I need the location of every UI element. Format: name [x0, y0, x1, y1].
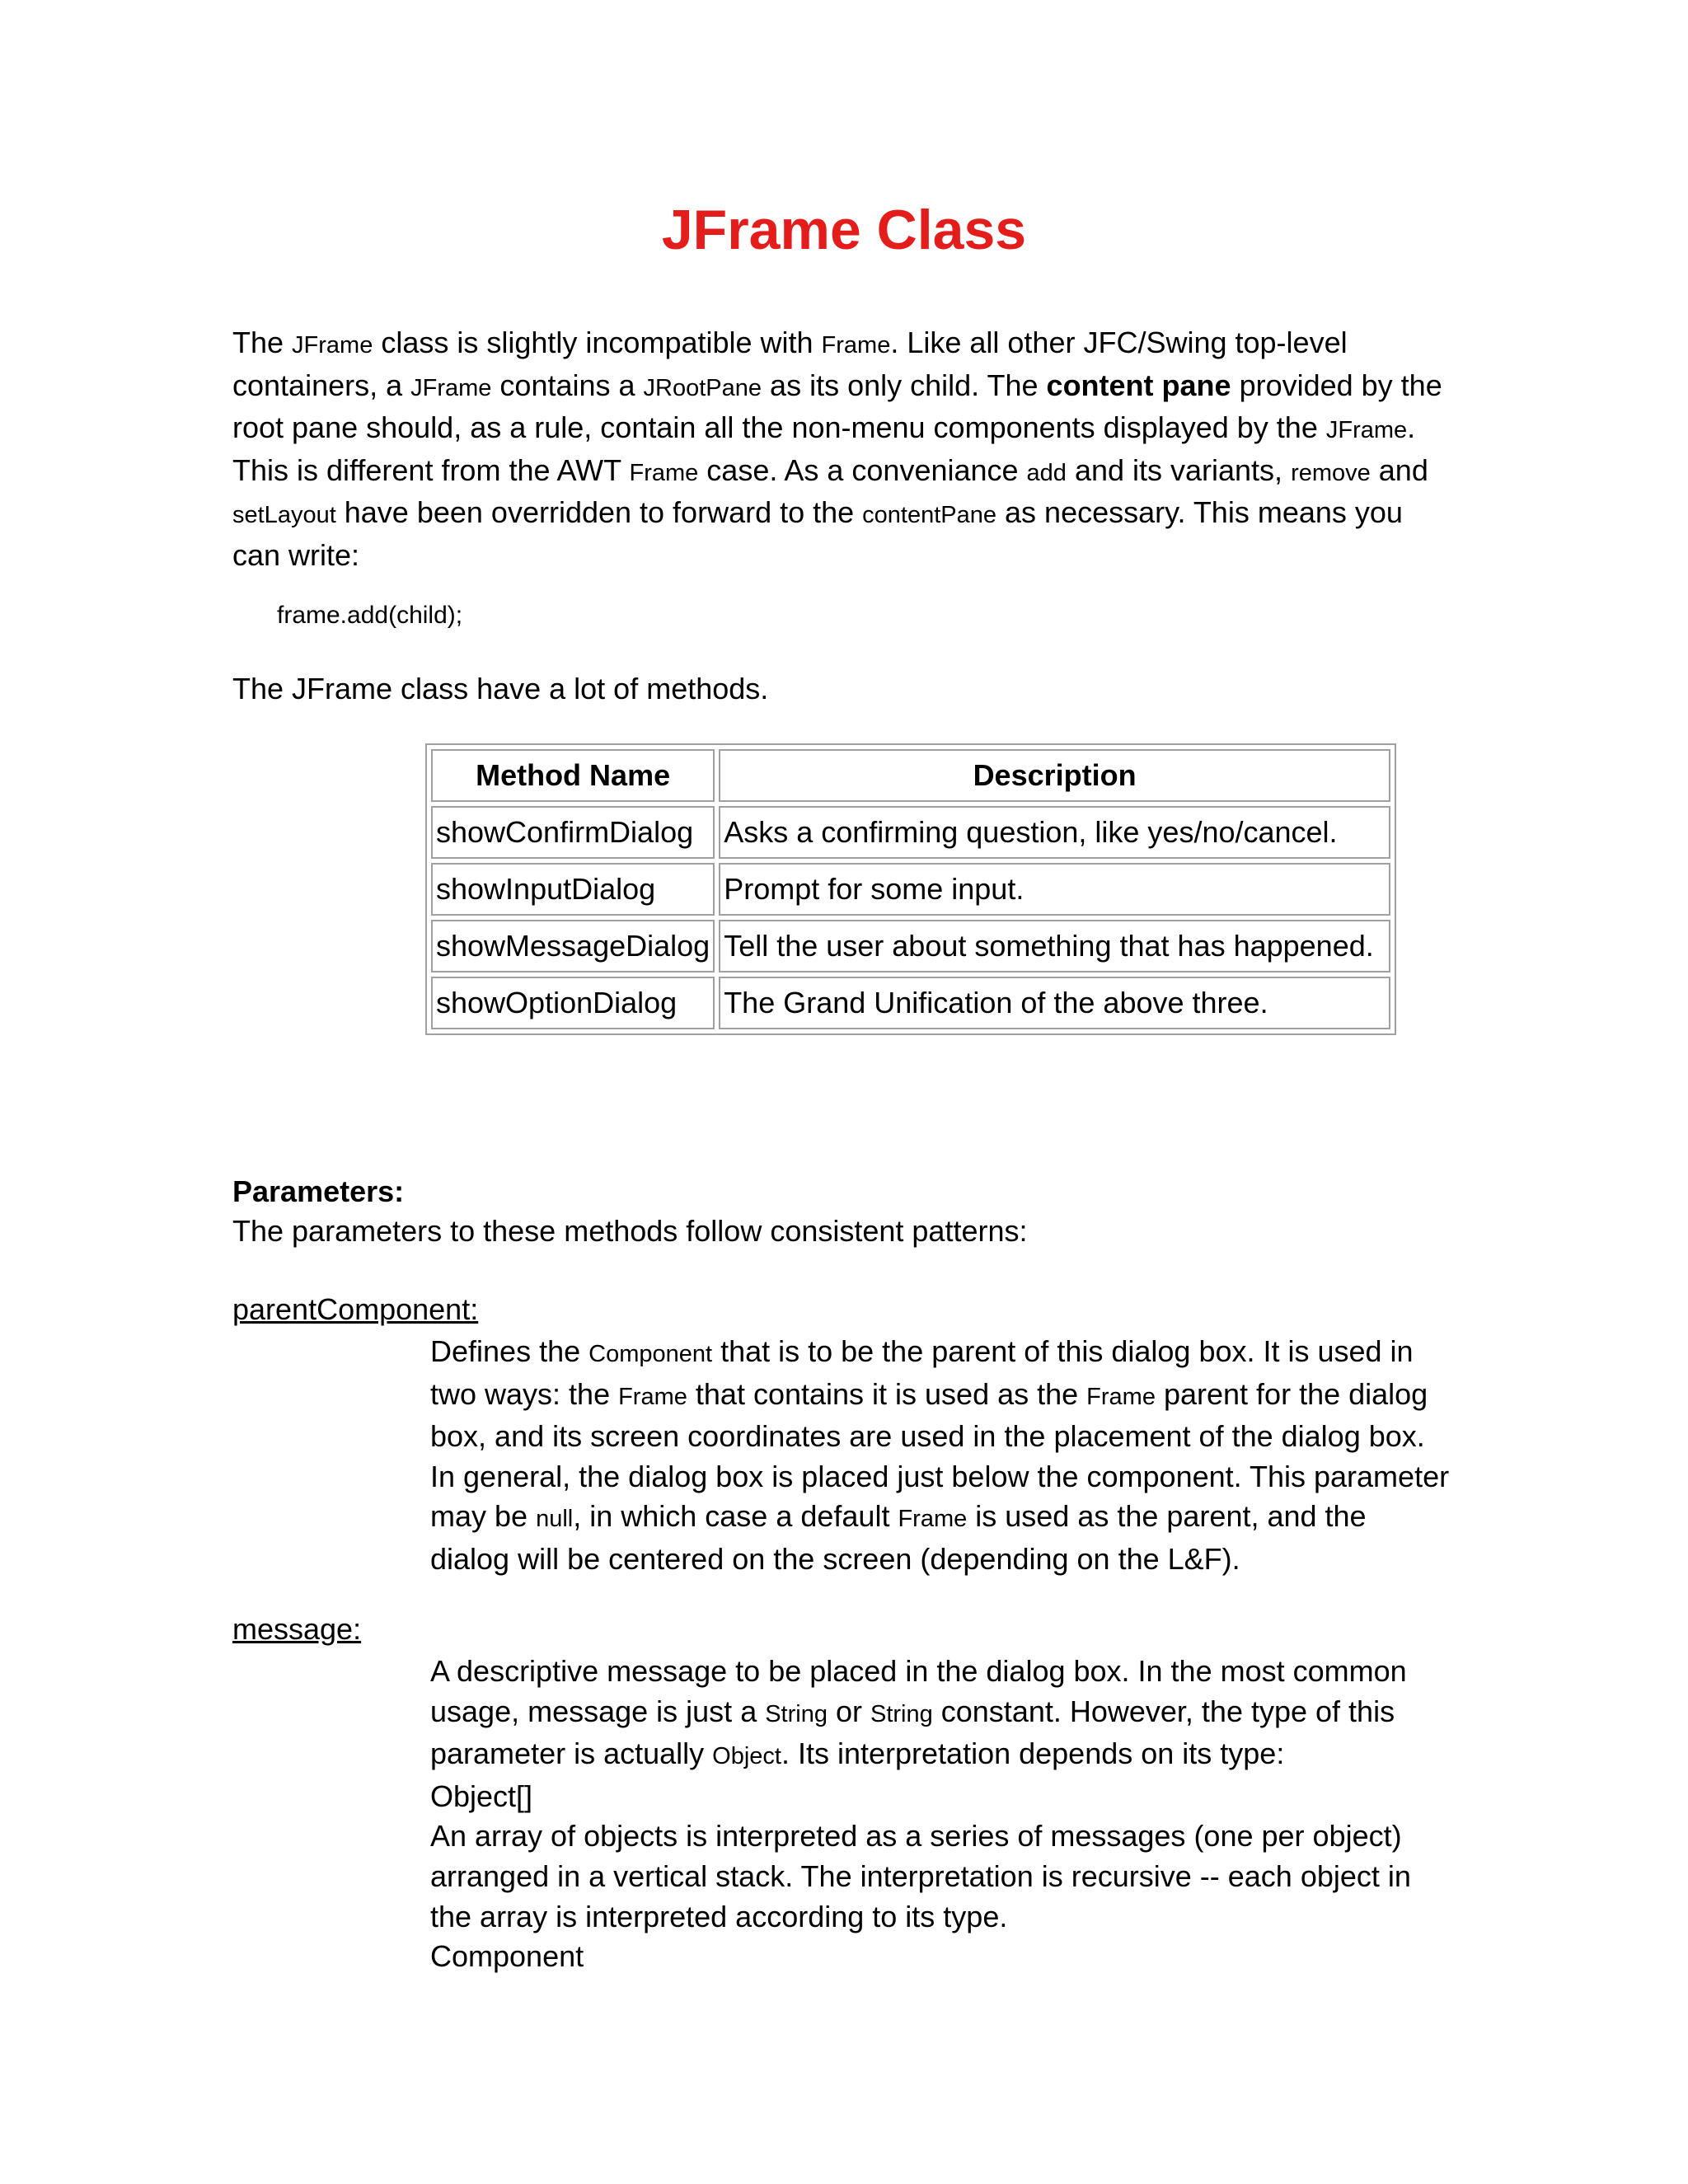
description-text: that contains it is used as the [687, 1376, 1087, 1411]
code-term: String [870, 1700, 933, 1727]
intro-text: as its only child. The [762, 368, 1047, 402]
code-term: Component [588, 1341, 713, 1367]
code-term: setLayout [232, 502, 336, 529]
intro-text: and its variants, [1066, 452, 1292, 487]
description-text: parent for the dialog box, and its screen coordinates are used in the placement of the dialog box. In general, the dialog box is placed just below the component. This parameter may be [430, 1376, 1450, 1534]
intro-text: case. As a conveniance [698, 452, 1027, 487]
object-array-description: An array of objects is interpreted as a series of messages (one per object) arranged in a vertical stack. The interpretation is recursive -- each object in the array is interpreted according to its type. [430, 1819, 1411, 1933]
message-paragraph [430, 1652, 1452, 1777]
code-term: String [765, 1700, 828, 1727]
code-term: Frame [898, 1506, 968, 1533]
object-array-label: Object[] [430, 1779, 533, 1813]
intro-text: class is slightly incompatible with [373, 326, 822, 359]
component-label: Component [430, 1939, 584, 1974]
column-header-description: Description [719, 749, 1390, 802]
parent-component-term: parentComponent: [232, 1292, 479, 1326]
code-term: Frame [618, 1383, 687, 1410]
methods-table [425, 743, 1396, 1035]
method-description-cell: The Grand Unification of the above three. [719, 977, 1390, 1029]
code-term: null [536, 1506, 574, 1533]
description-text: Defines the [430, 1334, 589, 1368]
intro-text: The [232, 326, 293, 359]
table-header-row [431, 749, 1390, 802]
page-title: JFrame Class [661, 199, 1027, 261]
code-term: add [1026, 459, 1067, 486]
description-text: that is to be the parent of this dialog box. It is used in two ways: the [430, 1334, 1414, 1411]
parameters-intro: The parameters to these methods follow consistent patterns: [232, 1214, 1028, 1248]
method-name-cell: showInputDialog [431, 863, 715, 916]
intro-text: and [1370, 452, 1428, 487]
code-term: JFrame [410, 374, 492, 401]
intro-text: . Like all other JFC/Swing top-level containers, a [232, 326, 1348, 402]
code-term: JFrame [292, 332, 373, 359]
method-name-cell: showMessageDialog [431, 920, 715, 972]
intro-paragraph [232, 323, 1452, 576]
method-name-cell: showOptionDialog [431, 977, 715, 1029]
code-term: remove [1291, 459, 1371, 486]
description-text: , in which case a default [573, 1499, 898, 1534]
parameters-heading: Parameters: [232, 1174, 405, 1208]
code-example: frame.add(child); [277, 602, 463, 629]
code-term: Frame [821, 332, 891, 359]
column-header-method-name: Method Name [431, 749, 715, 802]
method-description-cell: Prompt for some input. [719, 863, 1390, 916]
intro-text: provided by the root pane should, as a rule, contain all the non-menu components displayed by the [232, 368, 1442, 445]
message-description [430, 1652, 1452, 1977]
intro-text: as necessary. This means you can write: [232, 495, 1403, 572]
intro-text: have been overridden to forward to the [335, 495, 863, 530]
code-term: Object [712, 1743, 781, 1770]
description-text: . Its interpretation depends on its type: [781, 1736, 1285, 1771]
code-term: Frame [629, 459, 699, 486]
description-text: constant. However, the type of this parameter is actually [430, 1694, 1395, 1771]
code-term: contentPane [862, 502, 997, 529]
table-row [431, 806, 1390, 859]
code-term: JRootPane [643, 374, 762, 401]
method-name-cell: showConfirmDialog [431, 806, 715, 859]
bold-term: content pane [1046, 368, 1231, 402]
parent-component-description [430, 1332, 1452, 1580]
intro-text: . This is different from the AWT [232, 410, 1416, 487]
intro-text: contains a [491, 368, 644, 402]
message-term: message: [232, 1612, 362, 1646]
description-text: A descriptive message to be placed in the dialog box. In the most common usage, message is just a [430, 1654, 1407, 1728]
table-row [431, 863, 1390, 916]
method-description-cell: Asks a confirming question, like yes/no/cancel. [719, 806, 1390, 859]
code-term: JFrame [1325, 417, 1408, 444]
table-row [431, 920, 1390, 972]
methods-intro: The JFrame class have a lot of methods. [232, 672, 769, 705]
code-term: Frame [1086, 1383, 1156, 1410]
description-text: is used as the parent, and the dialog will be centered on the screen (depending on the L&F). [430, 1499, 1367, 1576]
table-row [431, 977, 1390, 1029]
description-text: or [827, 1694, 870, 1728]
method-description-cell: Tell the user about something that has happened. [719, 920, 1390, 972]
